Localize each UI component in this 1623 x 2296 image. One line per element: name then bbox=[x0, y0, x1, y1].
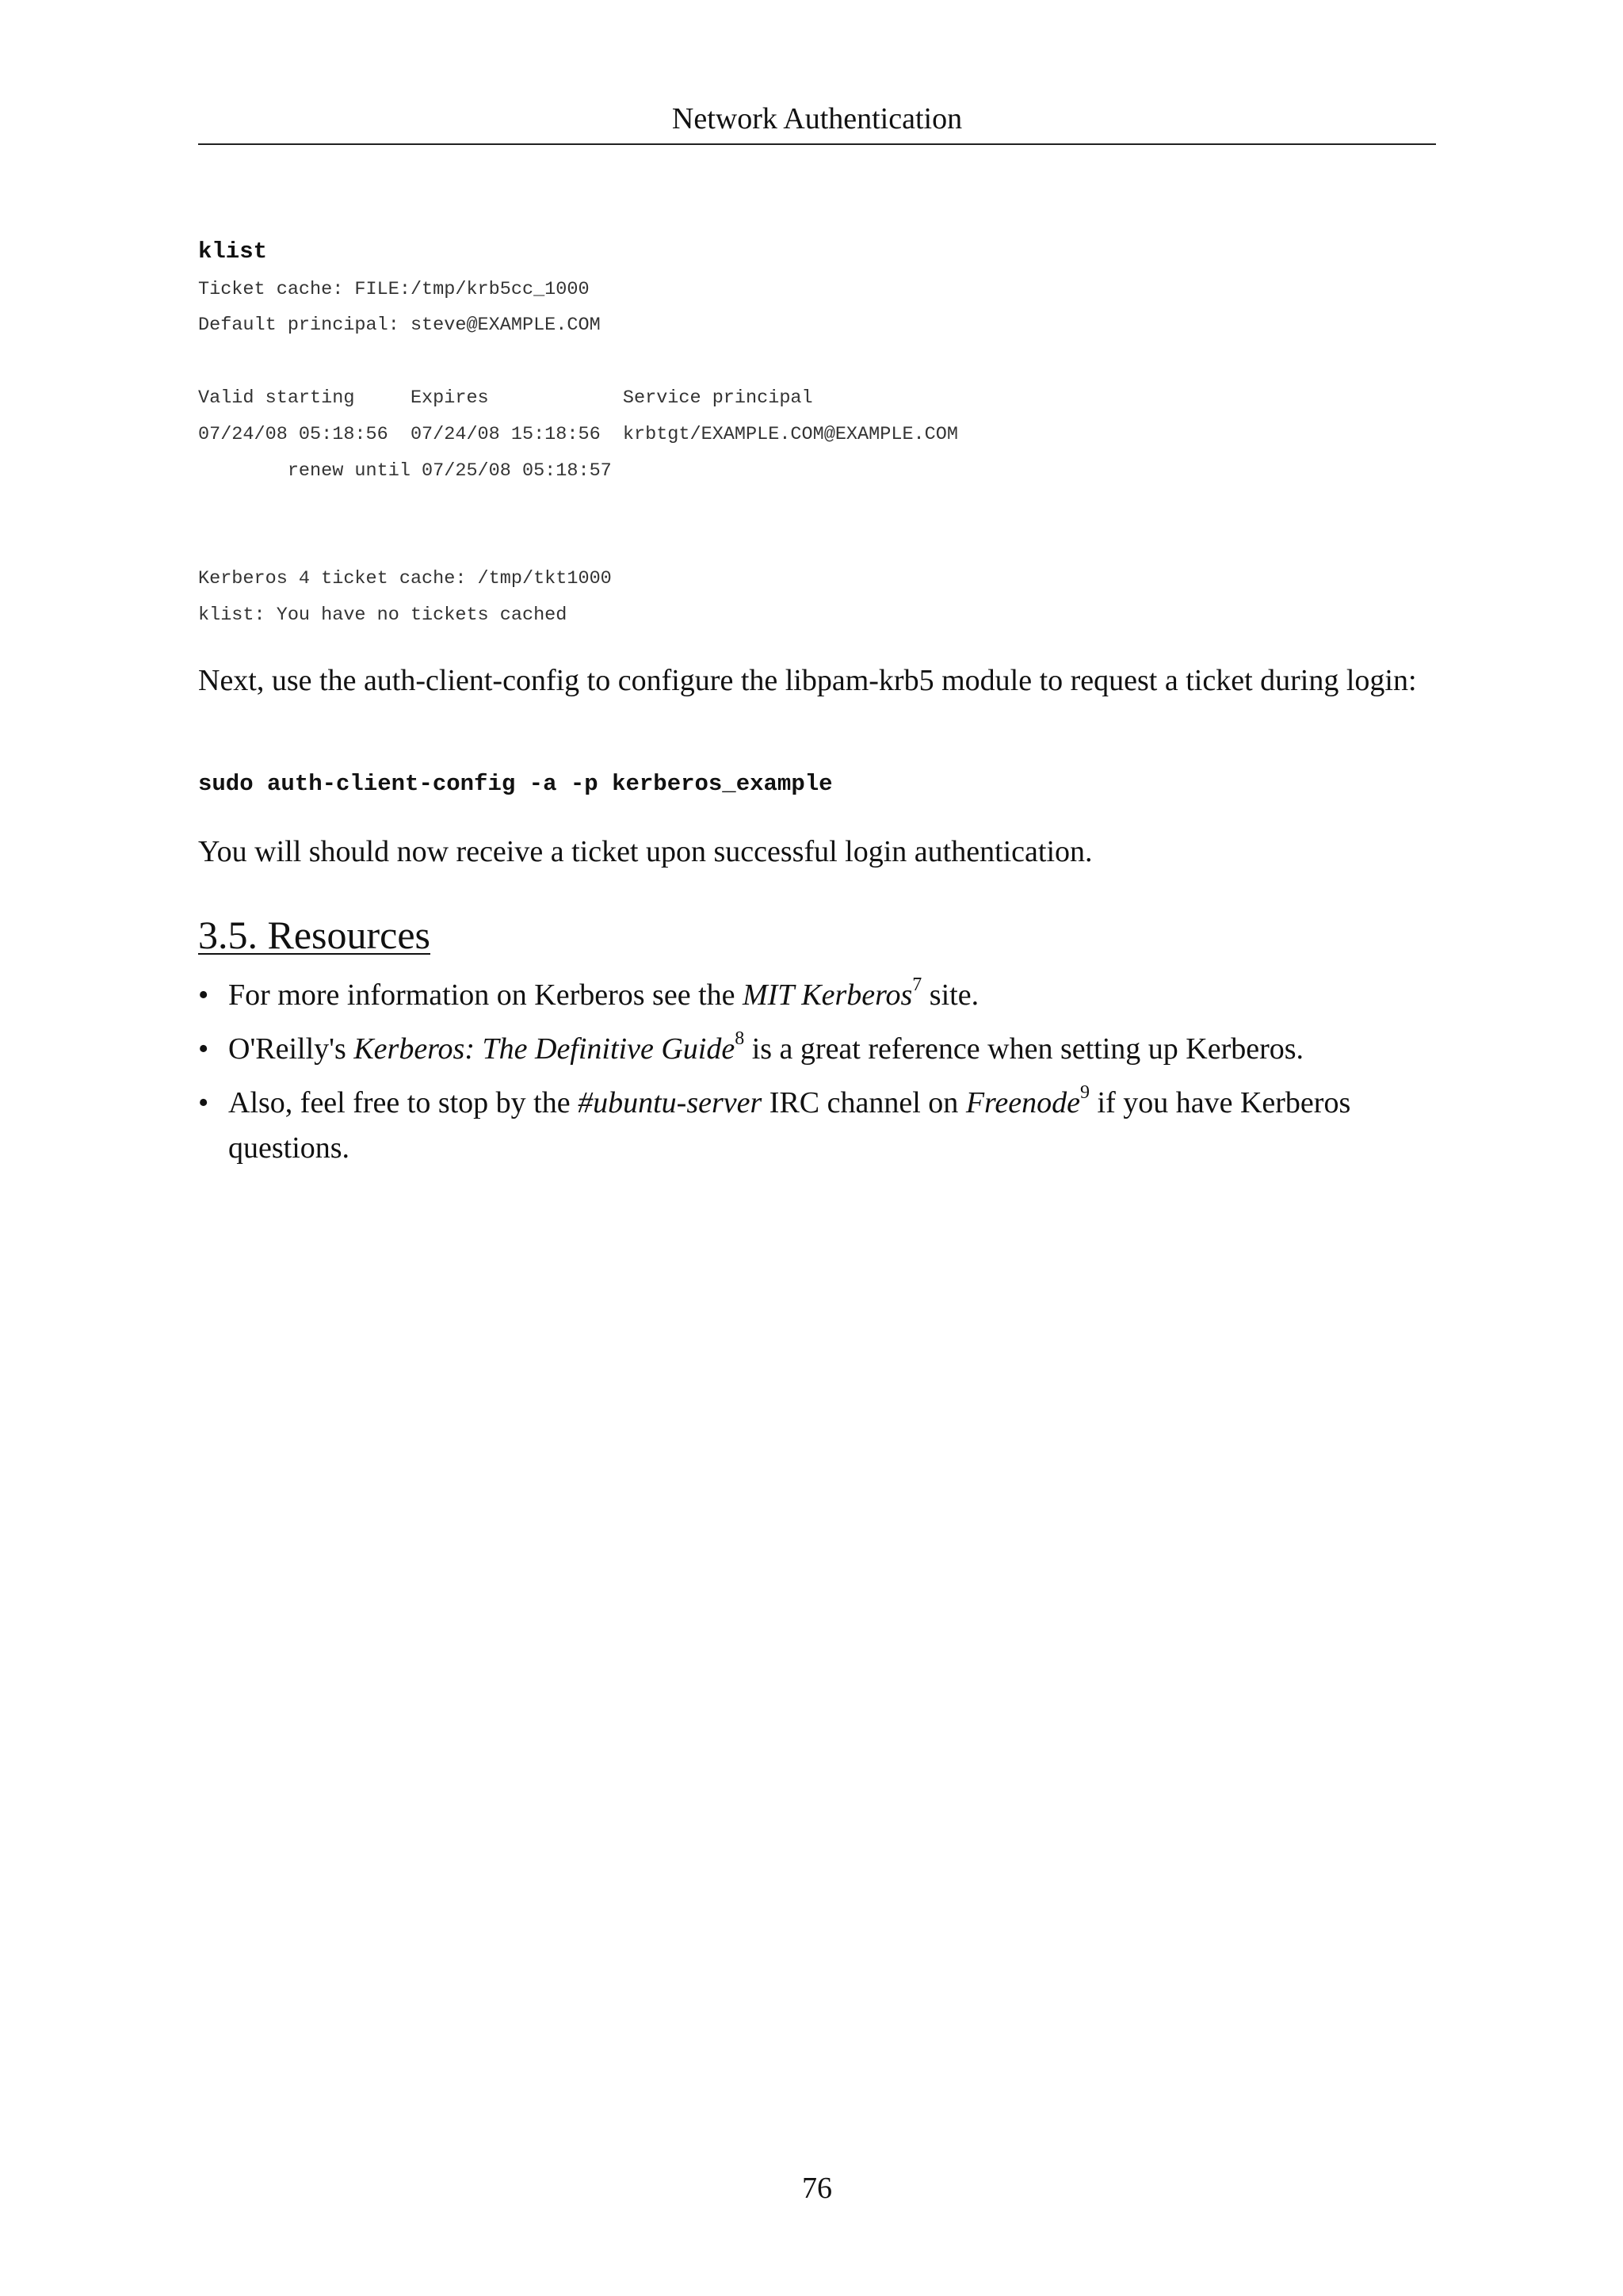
klist-output-line: Valid starting Expires Service principal bbox=[198, 387, 813, 409]
running-header: Network Authentication bbox=[671, 102, 963, 135]
bullet-icon: • bbox=[198, 1032, 209, 1066]
auth-client-config-command: sudo auth-client-config -a -p kerberos_example bbox=[198, 771, 833, 797]
klist-command: klist bbox=[198, 238, 268, 265]
text-run: site. bbox=[922, 978, 980, 1012]
klist-output-line: Ticket cache: FILE:/tmp/krb5cc_1000 bbox=[198, 279, 590, 300]
text-run: if you have Kerberos bbox=[1090, 1086, 1351, 1119]
footnote-marker[interactable]: 8 bbox=[735, 1028, 745, 1050]
footnote-marker[interactable]: 7 bbox=[912, 974, 922, 996]
bullet-icon: • bbox=[198, 978, 209, 1012]
page-number: 76 bbox=[802, 2172, 832, 2205]
text-run: questions. bbox=[228, 1131, 350, 1165]
section-heading-resources: 3.5. Resources bbox=[198, 913, 430, 957]
mit-kerberos-link[interactable]: MIT Kerberos bbox=[743, 978, 913, 1012]
klist-output-line: Default principal: steve@EXAMPLE.COM bbox=[198, 315, 601, 336]
ubuntu-server-channel-link[interactable]: #ubuntu-server bbox=[578, 1086, 762, 1119]
klist-output-line: renew until 07/25/08 05:18:57 bbox=[198, 460, 612, 482]
text-run: For more information on Kerberos see the bbox=[228, 978, 743, 1012]
text-run: IRC channel on bbox=[762, 1086, 966, 1119]
list-item-text bbox=[228, 1027, 1304, 1072]
list-item-text bbox=[228, 973, 979, 1018]
text-run: O'Reilly's bbox=[228, 1032, 354, 1066]
text-run: is a great reference when setting up Kerberos. bbox=[744, 1032, 1304, 1066]
klist-output-line: klist: You have no tickets cached bbox=[198, 605, 567, 626]
footnote-marker[interactable]: 9 bbox=[1080, 1082, 1090, 1104]
paragraph-next-step: Next, use the auth-client-config to configure the libpam-krb5 module to request a ticket during login: bbox=[198, 664, 1417, 697]
bullet-icon: • bbox=[198, 1086, 209, 1119]
header-rule bbox=[198, 143, 1436, 145]
klist-output-line: 07/24/08 05:18:56 07/24/08 15:18:56 krbtgt/EXAMPLE.COM@EXAMPLE.COM bbox=[198, 424, 958, 445]
freenode-link[interactable]: Freenode bbox=[965, 1086, 1081, 1119]
definitive-guide-link[interactable]: Kerberos: The Definitive Guide bbox=[353, 1032, 735, 1066]
list-item-text bbox=[228, 1081, 1350, 1171]
klist-output-line: Kerberos 4 ticket cache: /tmp/tkt1000 bbox=[198, 568, 612, 589]
paragraph-receive-ticket: You will should now receive a ticket upon successful login authentication. bbox=[198, 835, 1093, 868]
text-run: Also, feel free to stop by the bbox=[228, 1086, 579, 1119]
